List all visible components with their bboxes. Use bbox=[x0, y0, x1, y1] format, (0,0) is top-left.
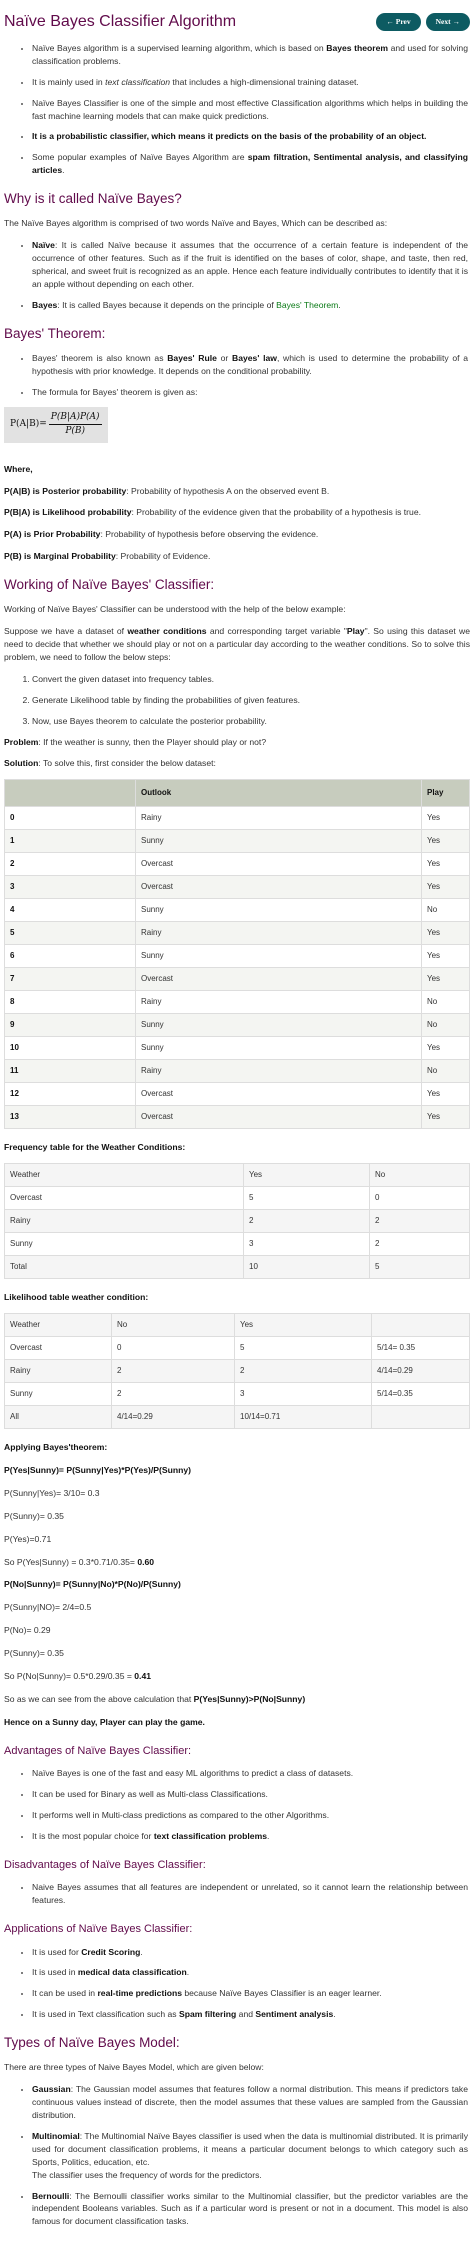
table-row bbox=[5, 945, 470, 968]
next-button[interactable]: Next → bbox=[426, 13, 470, 30]
page-title: Naïve Bayes Classifier Algorithm bbox=[4, 13, 237, 30]
table-cell: 2 bbox=[370, 1233, 470, 1256]
intro-list bbox=[4, 42, 470, 177]
list-item: • It is mainly used in text classification that includes a high-dimensional training dataset. bbox=[32, 76, 470, 89]
table-row bbox=[5, 1256, 470, 1279]
table-cell: Sunny bbox=[5, 1233, 244, 1256]
disadvantages-list bbox=[4, 1881, 470, 1907]
table-cell: 2 bbox=[235, 1360, 372, 1383]
table-row bbox=[5, 991, 470, 1014]
step-item: 3. Now, use Bayes theorem to calculate the posterior probability. bbox=[32, 715, 470, 728]
table-cell: Rainy bbox=[5, 1210, 244, 1233]
list-item: • Bernoulli: The Bernoulli classifier works similar to the Multinomial classifier, but the predictor variables are the independent Booleans variables. Such as if a particular word is present or not in a document. This model is also famous for document classification tasks. bbox=[32, 2190, 470, 2229]
table-cell: Yes bbox=[422, 830, 470, 853]
table-row bbox=[5, 1060, 470, 1083]
formula-line: P(Sunny)= 0.35 bbox=[4, 1648, 64, 1659]
table-cell: 5 bbox=[5, 922, 136, 945]
table-cell: Yes bbox=[422, 922, 470, 945]
table-cell: Overcast bbox=[136, 1106, 422, 1129]
table-cell: 13 bbox=[5, 1106, 136, 1129]
table-header-cell: Outlook bbox=[136, 780, 422, 807]
table-cell: Yes bbox=[422, 876, 470, 899]
table-row bbox=[5, 1314, 470, 1337]
paragraph: Working of Naïve Bayes' Classifier can be understood with the help of the below example: bbox=[4, 604, 346, 615]
table-cell: Yes bbox=[422, 945, 470, 968]
list-item: • It performs well in Multi-class predictions as compared to the other Algorithms. bbox=[32, 1809, 470, 1822]
list-item: • It is used in Text classification such as Spam filtering and Sentiment analysis. bbox=[32, 2008, 470, 2021]
table-row bbox=[5, 1164, 470, 1187]
formula-line: P(Yes|Sunny)= P(Sunny|Yes)*P(Yes)/P(Sunny) bbox=[4, 1465, 191, 1476]
table-cell: No bbox=[422, 1014, 470, 1037]
list-item: • It can be used in real-time predictions because Naïve Bayes Classifier is an eager learner. bbox=[32, 1987, 470, 2000]
frequency-table bbox=[4, 1163, 470, 1279]
formula-line: P(Sunny)= 0.35 bbox=[4, 1510, 64, 1521]
list-item: • Bayes: It is called Bayes because it depends on the principle of Bayes' Theorem. bbox=[32, 299, 470, 312]
step-item: 1. Convert the given dataset into frequency tables. bbox=[32, 673, 470, 686]
table-cell: 4/14=0.29 bbox=[372, 1360, 470, 1383]
table-cell: 2 bbox=[5, 853, 136, 876]
list-item: • Naive Bayes assumes that all features are independent or unrelated, so it cannot learn the relationship between features. bbox=[32, 1881, 470, 1907]
section-heading-working: Working of Naïve Bayes' Classifier: bbox=[4, 577, 215, 593]
prev-button[interactable]: ← Prev bbox=[376, 13, 420, 30]
table-cell: Yes bbox=[422, 853, 470, 876]
table-cell: Sunny bbox=[136, 1037, 422, 1060]
formula-line: P(No|Sunny)= P(Sunny|No)*P(No)/P(Sunny) bbox=[4, 1579, 181, 1590]
table-cell: Sunny bbox=[136, 899, 422, 922]
steps-list bbox=[4, 673, 470, 728]
paragraph: There are three types of Naive Bayes Model, which are given below: bbox=[4, 2062, 264, 2073]
table-cell: 0 bbox=[112, 1337, 235, 1360]
table-cell: 5 bbox=[235, 1337, 372, 1360]
table-cell: 5 bbox=[370, 1256, 470, 1279]
table-row bbox=[5, 807, 470, 830]
applying-section bbox=[4, 1441, 470, 1729]
table-row bbox=[5, 968, 470, 991]
paragraph: So as we can see from the above calculation that P(Yes|Sunny)>P(No|Sunny) bbox=[4, 1693, 306, 1704]
bayes-theorem-link[interactable]: Bayes' Theorem bbox=[276, 299, 339, 310]
table-cell: Sunny bbox=[136, 1014, 422, 1037]
paragraph: Suppose we have a dataset of weather conditions and corresponding target variable "Play". So using this dataset we need to decide that whether we should play or not on a particular day according to the weather conditions. So to solve this problem, we need to follow the below steps: bbox=[4, 626, 470, 663]
section-heading-why: Why is it called Naïve Bayes? bbox=[4, 191, 182, 207]
list-item: • Gaussian: The Gaussian model assumes that features follow a normal distribution. This means if predictors take continuous values instead of discrete, then the model assumes that these values are sampled from the Gaussian distribution. bbox=[32, 2083, 470, 2122]
paragraph: Problem: If the weather is sunny, then the Player should play or not? bbox=[4, 736, 267, 747]
table-cell: Rainy bbox=[5, 1360, 112, 1383]
applying-title: Applying Bayes'theorem: bbox=[4, 1442, 108, 1453]
table-cell: 9 bbox=[5, 1014, 136, 1037]
table-header-cell bbox=[5, 780, 136, 807]
formula-line: So P(No|Sunny)= 0.5*0.29/0.35 = 0.41 bbox=[4, 1671, 152, 1682]
table-cell: Yes bbox=[422, 807, 470, 830]
dataset-table bbox=[4, 779, 470, 1129]
table-row bbox=[5, 1106, 470, 1129]
table-cell: Yes bbox=[235, 1314, 372, 1337]
paragraph: The Naïve Bayes algorithm is comprised of two words Naïve and Bayes, Which can be described as: bbox=[4, 218, 388, 229]
why-list bbox=[4, 239, 470, 311]
table-cell: Overcast bbox=[136, 1083, 422, 1106]
table-cell: Yes bbox=[422, 1106, 470, 1129]
table-cell: Rainy bbox=[136, 807, 422, 830]
paragraph: P(A|B) is Posterior probability: Probability of hypothesis A on the observed event B. bbox=[4, 485, 330, 496]
list-item: • The formula for Bayes' theorem is given as: bbox=[32, 386, 470, 399]
table-row bbox=[5, 1014, 470, 1037]
table-row bbox=[5, 1360, 470, 1383]
list-item: • Naïve: It is called Naïve because it assumes that the occurrence of a certain feature is independent of the occurrence of other features. Such as if the fruit is identified on the bases of color, shape, and taste, then red, spherical, and sweet fruit is recognized as an apple. Hence each feature individually contributes to identify that it is an apple without depending on each other. bbox=[32, 239, 470, 291]
table-cell: 2 bbox=[112, 1383, 235, 1406]
list-item: • It can be used for Binary as well as Multi-class Classifications. bbox=[32, 1788, 470, 1801]
table-cell: No bbox=[422, 991, 470, 1014]
frequency-title: Frequency table for the Weather Conditions: bbox=[4, 1142, 186, 1153]
list-item: • Multinomial: The Multinomial Naïve Bayes classifier is used when the data is multinomial distributed. It is primarily used for document classification problems, it means a particular document belongs to which category such as Sports, Politics, education, etc. The classifier uses the frequency of words for the predictors. bbox=[32, 2130, 470, 2182]
nav-buttons bbox=[376, 13, 470, 30]
table-row bbox=[5, 1337, 470, 1360]
header bbox=[4, 10, 470, 34]
table-row bbox=[5, 1187, 470, 1210]
table-row bbox=[5, 1406, 470, 1429]
step-item: 2. Generate Likelihood table by finding the probabilities of given features. bbox=[32, 694, 470, 707]
table-cell: Yes bbox=[422, 1083, 470, 1106]
likelihood-table bbox=[4, 1313, 470, 1429]
list-item: • Naïve Bayes algorithm is a supervised learning algorithm, which is based on Bayes theorem and used for solving classification problems. bbox=[32, 42, 470, 68]
table-cell: 3 bbox=[244, 1233, 370, 1256]
table-row bbox=[5, 1383, 470, 1406]
table-cell: 10 bbox=[244, 1256, 370, 1279]
table-cell: Overcast bbox=[136, 968, 422, 991]
table-row bbox=[5, 876, 470, 899]
section-heading-disadvantages: Disadvantages of Naïve Bayes Classifier: bbox=[4, 1858, 206, 1871]
table-cell: 0 bbox=[370, 1187, 470, 1210]
formula-line: P(Yes)=0.71 bbox=[4, 1533, 52, 1544]
table-cell: Weather bbox=[5, 1314, 112, 1337]
likelihood-title: Likelihood table weather condition: bbox=[4, 1292, 149, 1303]
table-cell bbox=[372, 1406, 470, 1429]
table-row bbox=[5, 1037, 470, 1060]
section-heading-theorem: Bayes' Theorem: bbox=[4, 325, 106, 341]
table-cell: 2 bbox=[244, 1210, 370, 1233]
types-list bbox=[4, 2083, 470, 2228]
table-cell: 5 bbox=[244, 1187, 370, 1210]
table-cell: No bbox=[422, 899, 470, 922]
table-cell: Total bbox=[5, 1256, 244, 1279]
table-cell: 11 bbox=[5, 1060, 136, 1083]
table-cell: 5/14= 0.35 bbox=[372, 1337, 470, 1360]
table-cell: Sunny bbox=[136, 830, 422, 853]
table-cell: No bbox=[370, 1164, 470, 1187]
list-item: • Naïve Bayes is one of the fast and easy ML algorithms to predict a class of datasets. bbox=[32, 1767, 470, 1780]
table-row bbox=[5, 899, 470, 922]
list-item: • It is the most popular choice for text classification problems. bbox=[32, 1830, 470, 1843]
table-cell: 10 bbox=[5, 1037, 136, 1060]
list-item: • It is used in medical data classification. bbox=[32, 1966, 470, 1979]
paragraph: Solution: To solve this, first consider the below dataset: bbox=[4, 758, 216, 769]
table-header-cell: Play bbox=[422, 780, 470, 807]
formula-line: P(Sunny|NO)= 2/4=0.5 bbox=[4, 1602, 92, 1613]
table-cell: 2 bbox=[112, 1360, 235, 1383]
table-cell: 1 bbox=[5, 830, 136, 853]
table-cell: 4 bbox=[5, 899, 136, 922]
list-item: • Naïve Bayes Classifier is one of the simple and most effective Classification algorithms which helps in building the fast machine learning models that can make quick predictions. bbox=[32, 97, 470, 123]
table-cell: 3 bbox=[235, 1383, 372, 1406]
table-cell: 0 bbox=[5, 807, 136, 830]
list-item: • Some popular examples of Naïve Bayes Algorithm are spam filtration, Sentimental analysis, and classifying articles. bbox=[32, 151, 470, 177]
table-row bbox=[5, 1083, 470, 1106]
table-cell: Sunny bbox=[5, 1383, 112, 1406]
table-row bbox=[5, 853, 470, 876]
table-row bbox=[5, 1233, 470, 1256]
paragraph: P(A) is Prior Probability: Probability of hypothesis before observing the evidence. bbox=[4, 529, 319, 540]
section-heading-applications: Applications of Naïve Bayes Classifier: bbox=[4, 1923, 193, 1936]
table-cell: 7 bbox=[5, 968, 136, 991]
table-cell: 2 bbox=[370, 1210, 470, 1233]
table-cell: Weather bbox=[5, 1164, 244, 1187]
table-cell: Yes bbox=[422, 1037, 470, 1060]
formula-line: P(Sunny|Yes)= 3/10= 0.3 bbox=[4, 1487, 100, 1498]
formula-line: So P(Yes|Sunny) = 0.3*0.71/0.35= 0.60 bbox=[4, 1556, 155, 1567]
table-cell: 6 bbox=[5, 945, 136, 968]
table-row bbox=[5, 1210, 470, 1233]
table-row bbox=[5, 922, 470, 945]
bayes-formula: P(A|B)= $\frac{P(B|A)P(A)}{P(B)}$ bbox=[4, 407, 108, 443]
paragraph: Where, bbox=[4, 463, 33, 474]
table-cell: Overcast bbox=[5, 1187, 244, 1210]
table-row bbox=[5, 830, 470, 853]
list-item: • Bayes' theorem is also known as Bayes' Rule or Bayes' law, which is used to determine the probability of a hypothesis with prior knowledge. It depends on the conditional probability. bbox=[32, 352, 470, 378]
theorem-list bbox=[4, 352, 470, 399]
table-cell: Overcast bbox=[136, 876, 422, 899]
table-cell: Sunny bbox=[136, 945, 422, 968]
paragraph: P(B|A) is Likelihood probability: Probability of the evidence given that the probability of a hypothesis is true. bbox=[4, 507, 421, 518]
table-cell: Rainy bbox=[136, 1060, 422, 1083]
table-cell: 3 bbox=[5, 876, 136, 899]
table-cell: Yes bbox=[422, 968, 470, 991]
formula-line: P(No)= 0.29 bbox=[4, 1625, 51, 1636]
section-heading-advantages: Advantages of Naïve Bayes Classifier: bbox=[4, 1744, 192, 1757]
list-item: • It is used for Credit Scoring. bbox=[32, 1946, 470, 1959]
table-cell: 10/14=0.71 bbox=[235, 1406, 372, 1429]
table-cell: Yes bbox=[244, 1164, 370, 1187]
table-cell: 4/14=0.29 bbox=[112, 1406, 235, 1429]
table-cell: 5/14=0.35 bbox=[372, 1383, 470, 1406]
list-item: • It is a probabilistic classifier, which means it predicts on the basis of the probability of an object. bbox=[32, 130, 470, 143]
table-cell: Overcast bbox=[136, 853, 422, 876]
table-cell: All bbox=[5, 1406, 112, 1429]
table-cell: Rainy bbox=[136, 922, 422, 945]
table-cell: 12 bbox=[5, 1083, 136, 1106]
table-cell: No bbox=[422, 1060, 470, 1083]
table-cell bbox=[372, 1314, 470, 1337]
table-cell: Rainy bbox=[136, 991, 422, 1014]
formula-fraction: $\frac{P(B|A)P(A)}{P(B)}$ bbox=[50, 411, 100, 437]
paragraph: Hence on a Sunny day, Player can play the game. bbox=[4, 1716, 205, 1727]
table-cell: 8 bbox=[5, 991, 136, 1014]
advantages-list bbox=[4, 1767, 470, 1843]
applications-list bbox=[4, 1946, 470, 2022]
table-cell: No bbox=[112, 1314, 235, 1337]
section-heading-types: Types of Naïve Bayes Model: bbox=[4, 2035, 180, 2051]
paragraph: P(B) is Marginal Probability: Probability of Evidence. bbox=[4, 551, 211, 562]
table-cell: Overcast bbox=[5, 1337, 112, 1360]
